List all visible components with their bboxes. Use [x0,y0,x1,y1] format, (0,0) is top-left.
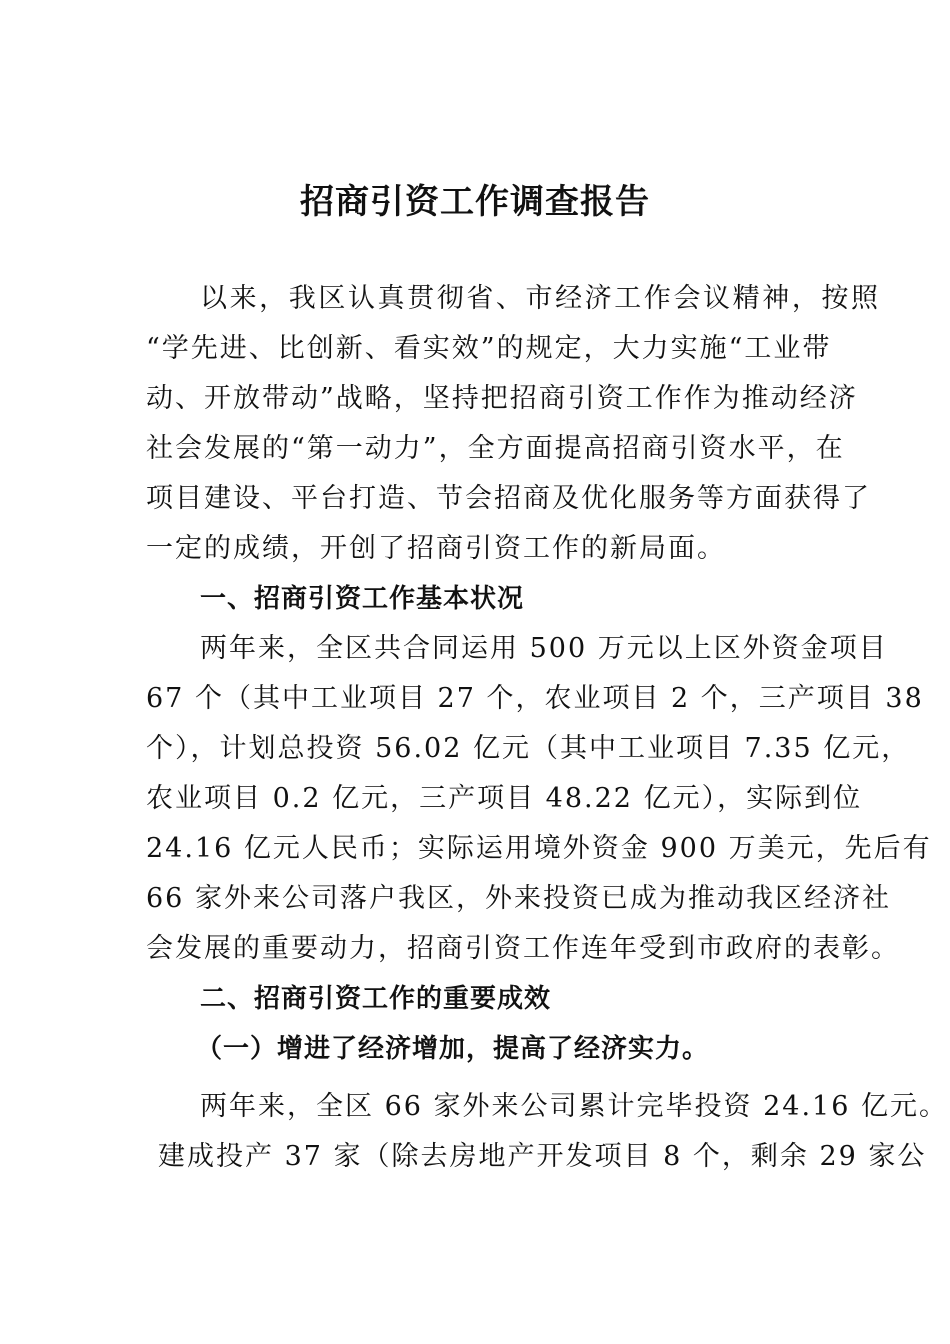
section-1-line-4: 农业项目 0.2 亿元，三产项目 48.22 亿元），实际到位 [146,783,863,814]
subsection-1-heading: （一）增进了经济增加，提高了经济实力。 [196,1034,710,1064]
section-2-heading: 二、招商引资工作的重要成效 [200,984,552,1014]
subsection-1-line-2: 建成投产 37 家（除去房地产开发项目 8 个，剩余 29 家公 [158,1141,927,1172]
intro-line-2: “学先进、比创新、看实效”的规定，大力实施“工业带 [146,333,832,364]
document-title: 招商引资工作调查报告 [300,182,650,222]
section-1-heading: 一、招商引资工作基本状况 [200,584,525,614]
intro-line-6: 一定的成绩，开创了招商引资工作的新局面。 [146,533,726,564]
intro-line-5: 项目建设、平台打造、节会招商及优化服务等方面获得了 [146,483,871,514]
section-1-line-3: 个），计划总投资 56.02 亿元（其中工业项目 7.35 亿元， [146,733,911,764]
intro-line-1: 以来，我区认真贯彻省、市经济工作会议精神，按照 [200,283,880,314]
section-1-line-5: 24.16 亿元人民币；实际运用境外资金 900 万美元，先后有 [146,833,932,864]
section-1-line-6: 66 家外来公司落户我区，外来投资已成为推动我区经济社 [146,883,891,914]
section-1-line-7: 会发展的重要动力，招商引资工作连年受到市政府的表彰。 [146,933,900,964]
section-1-line-1: 两年来，全区共合同运用 500 万元以上区外资金项目 [200,633,888,664]
intro-line-4: 社会发展的“第一动力”，全方面提高招商引资水平，在 [146,433,845,464]
section-1-line-2: 67 个（其中工业项目 27 个，农业项目 2 个，三产项目 38 [146,683,924,714]
subsection-1-line-1: 两年来，全区 66 家外来公司累计完毕投资 24.16 亿元。 [200,1091,948,1122]
intro-line-3: 动、开放带动”战略，坚持把招商引资工作作为推动经济 [146,383,858,414]
